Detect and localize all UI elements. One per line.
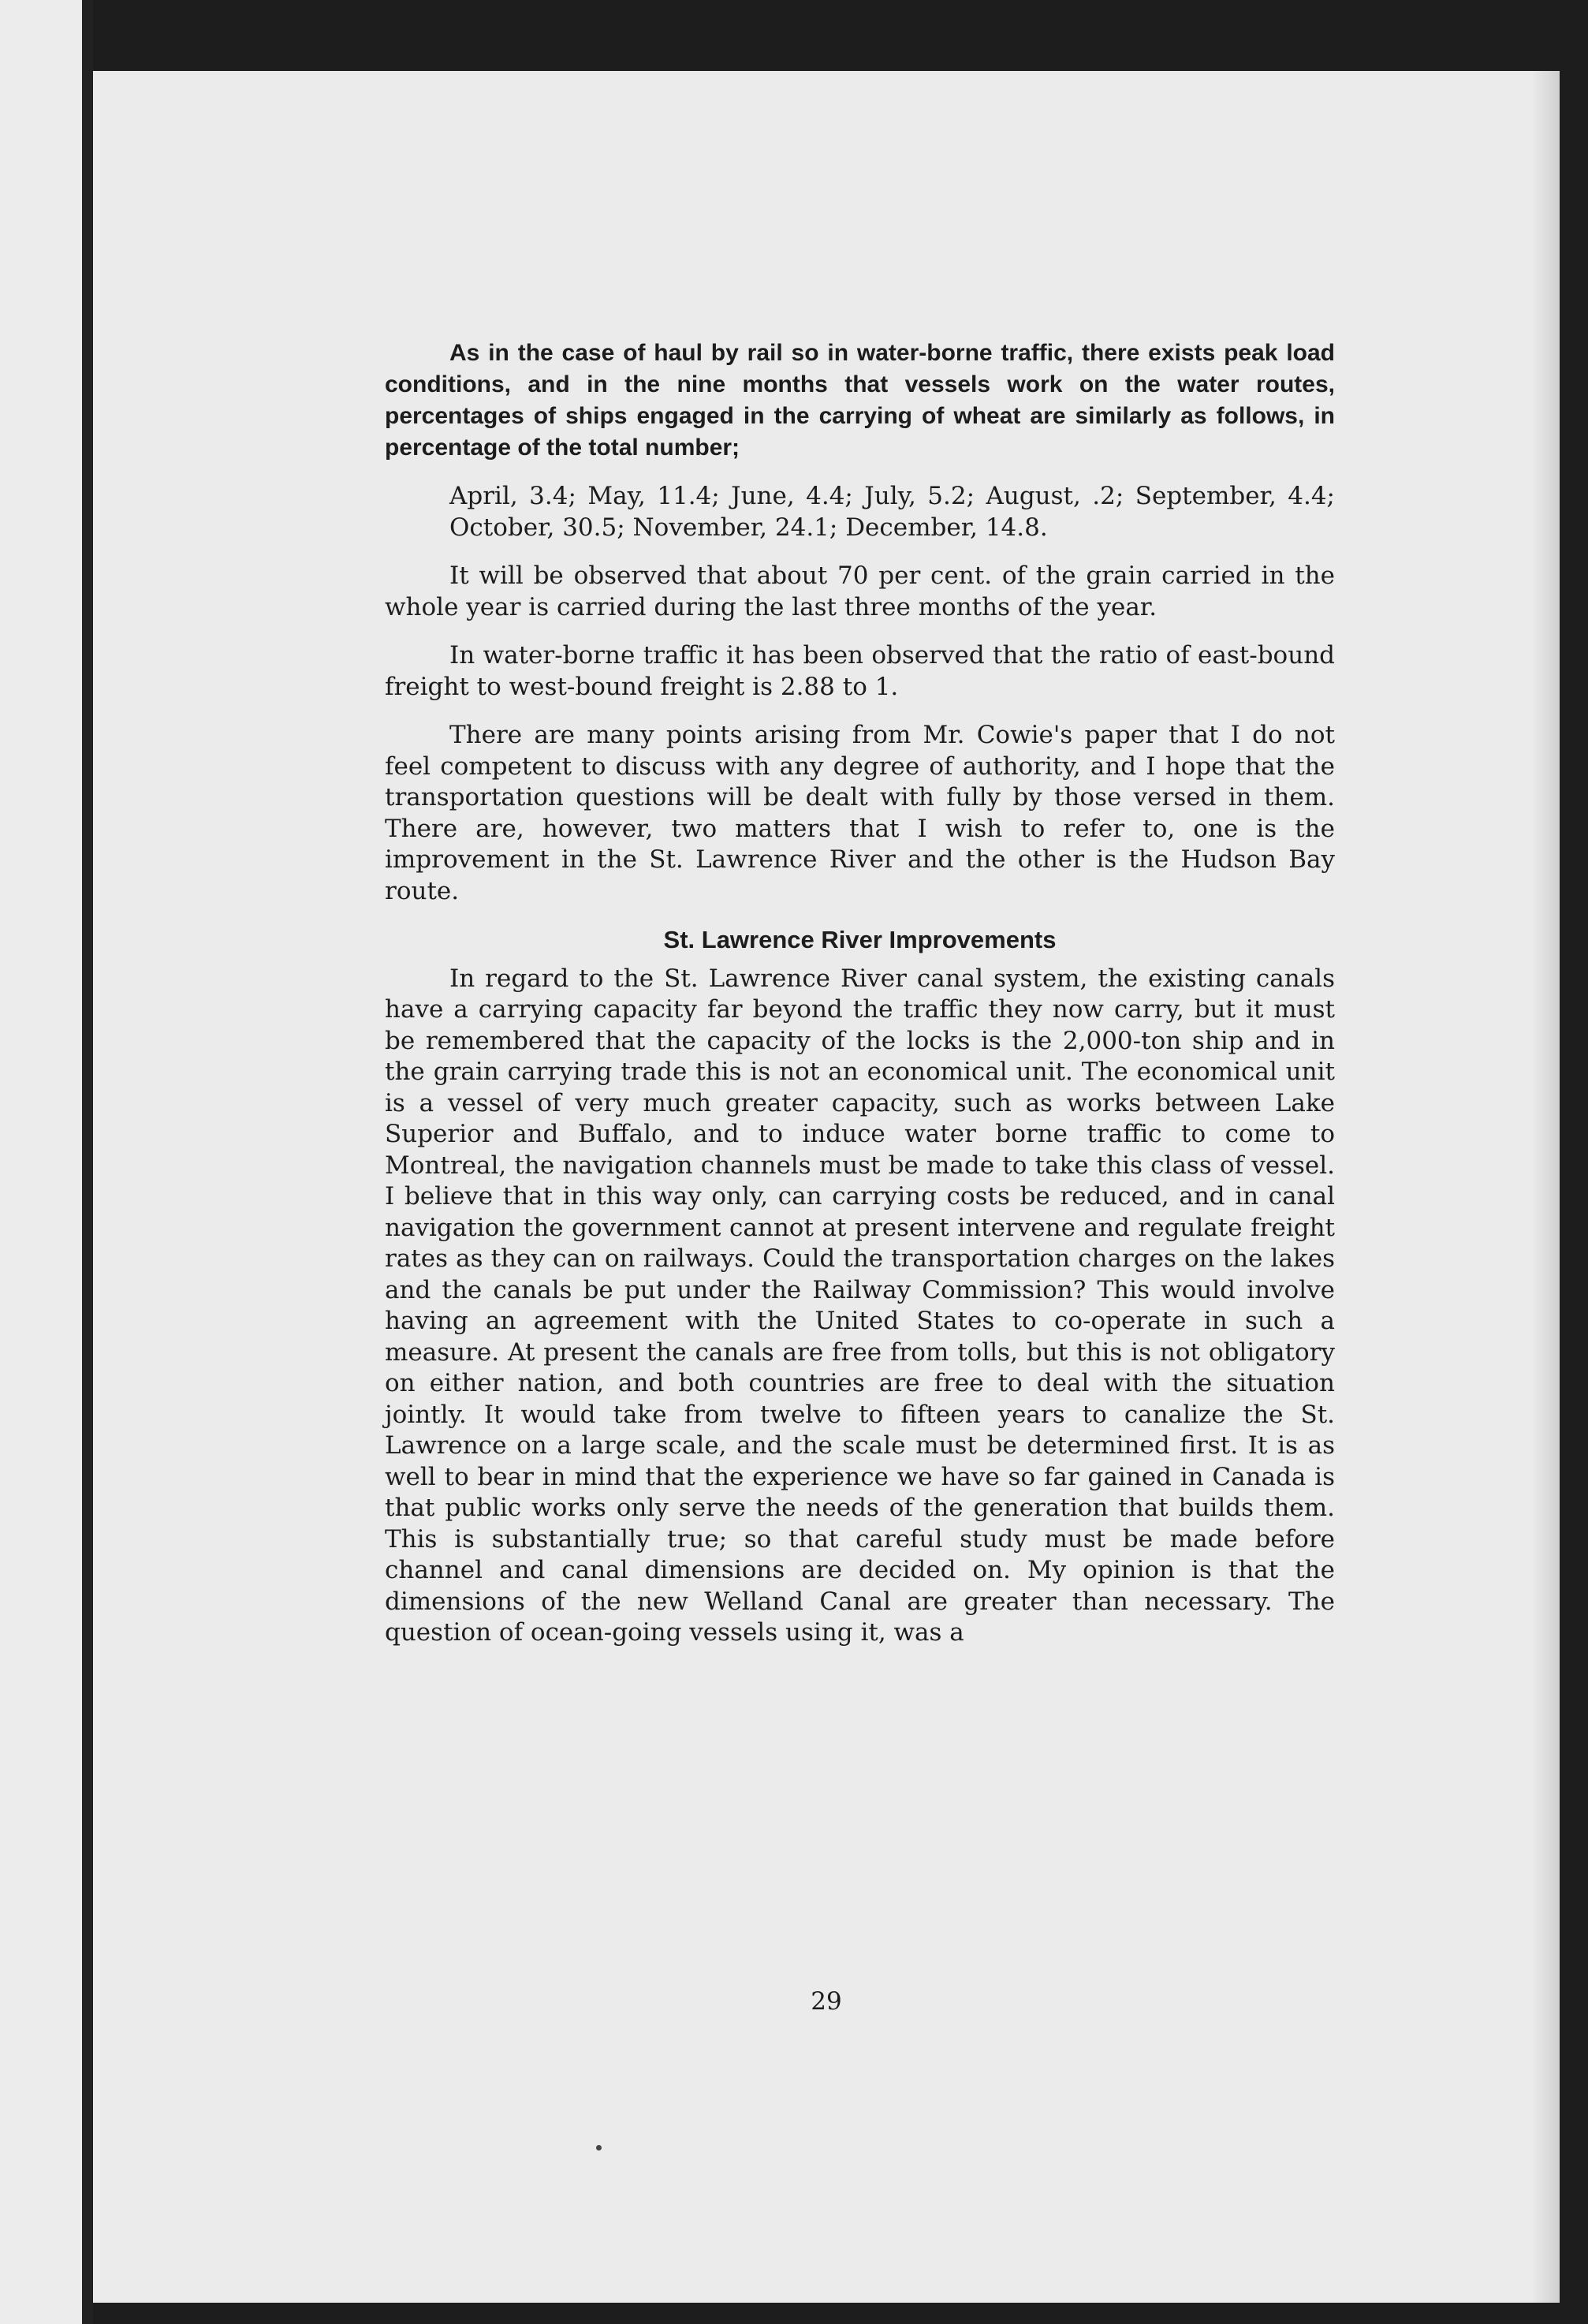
paragraph-freight-ratio: In water-borne traffic it has been observed that the ratio of east-bound freight to west-bound freight is 2.88 to 1. <box>385 641 1335 701</box>
paragraph-seventy-percent: It will be observed that about 70 per cent. of the grain carried in the whole year is carried during the last three months of the year. <box>385 561 1335 621</box>
paragraph-cowie-paper: There are many points arising from Mr. Cowie's paper that I do not feel competent to discuss with any degree of authority, and I hope that the transportation questions will be dealt with fully by those versed in them. There are, however, two matters that I wish to refer to, one is the improvement in the St. Lawrence River and the other is the Hudson Bay route. <box>385 721 1335 905</box>
stray-mark <box>596 2145 602 2151</box>
section-heading: St. Lawrence River Improvements <box>663 926 1057 953</box>
binding-gutter <box>82 0 93 2324</box>
page-number: 29 <box>811 1987 842 2016</box>
paragraph-peak-load: As in the case of haul by rail so in water-borne traffic, there exists peak load conditions, and in the nine months that vessels work on the water routes, percentages of ships engaged in the carrying of wheat are similarly as follows, in percentage of the total number; <box>385 340 1335 461</box>
page-edge-shadow <box>1531 71 1560 2303</box>
paragraph-monthly-percentages: April, 3.4; May, 11.4; June, 4.4; July, 5.2; August, .2; September, 4.4; October, 30.5; November, 24.1; December, 14.8. <box>449 482 1335 542</box>
document-page <box>93 71 1560 2303</box>
paragraph-st-lawrence: In regard to the St. Lawrence River canal system, the existing canals have a carrying capacity far beyond the traffic they now carry, but it must be remembered that the capacity of the locks is the 2,000-ton ship and in the grain carrying trade this is not an economical unit. The economical unit is a vessel of very much greater capacity, such as works between Lake Superior and Buffalo, and to induce water borne traffic to come to Montreal, the navigation channels must be made to take this class of vessel. I believe that in this way only, can carrying costs be reduced, and in canal navigation the government cannot at present intervene and regulate freight rates as they can on railways. Could the transportation charges on the lakes and the canals be put under the Railway Commission? This would involve having an agreement with the United States to co-operate in such a measure. At present the canals are free from tolls, but this is not obligatory on either nation, and both countries are free to deal with the situation jointly. It would take from twelve to fifteen years to canalize the St. Lawrence on a large scale, and the scale must be determined first. It is as well to bear in mind that the experience we have so far gained in Canada is that public works only serve the needs of the generation that builds them. This is substantially true; so that careful study must be made before channel and canal dimensions are decided on. My opinion is that the dimensions of the new Welland Canal are greater than necessary. The question of ocean-going vessels using it, was a <box>385 964 1335 1647</box>
adjacent-page-edge <box>0 0 93 2324</box>
page-text <box>385 338 1335 1649</box>
